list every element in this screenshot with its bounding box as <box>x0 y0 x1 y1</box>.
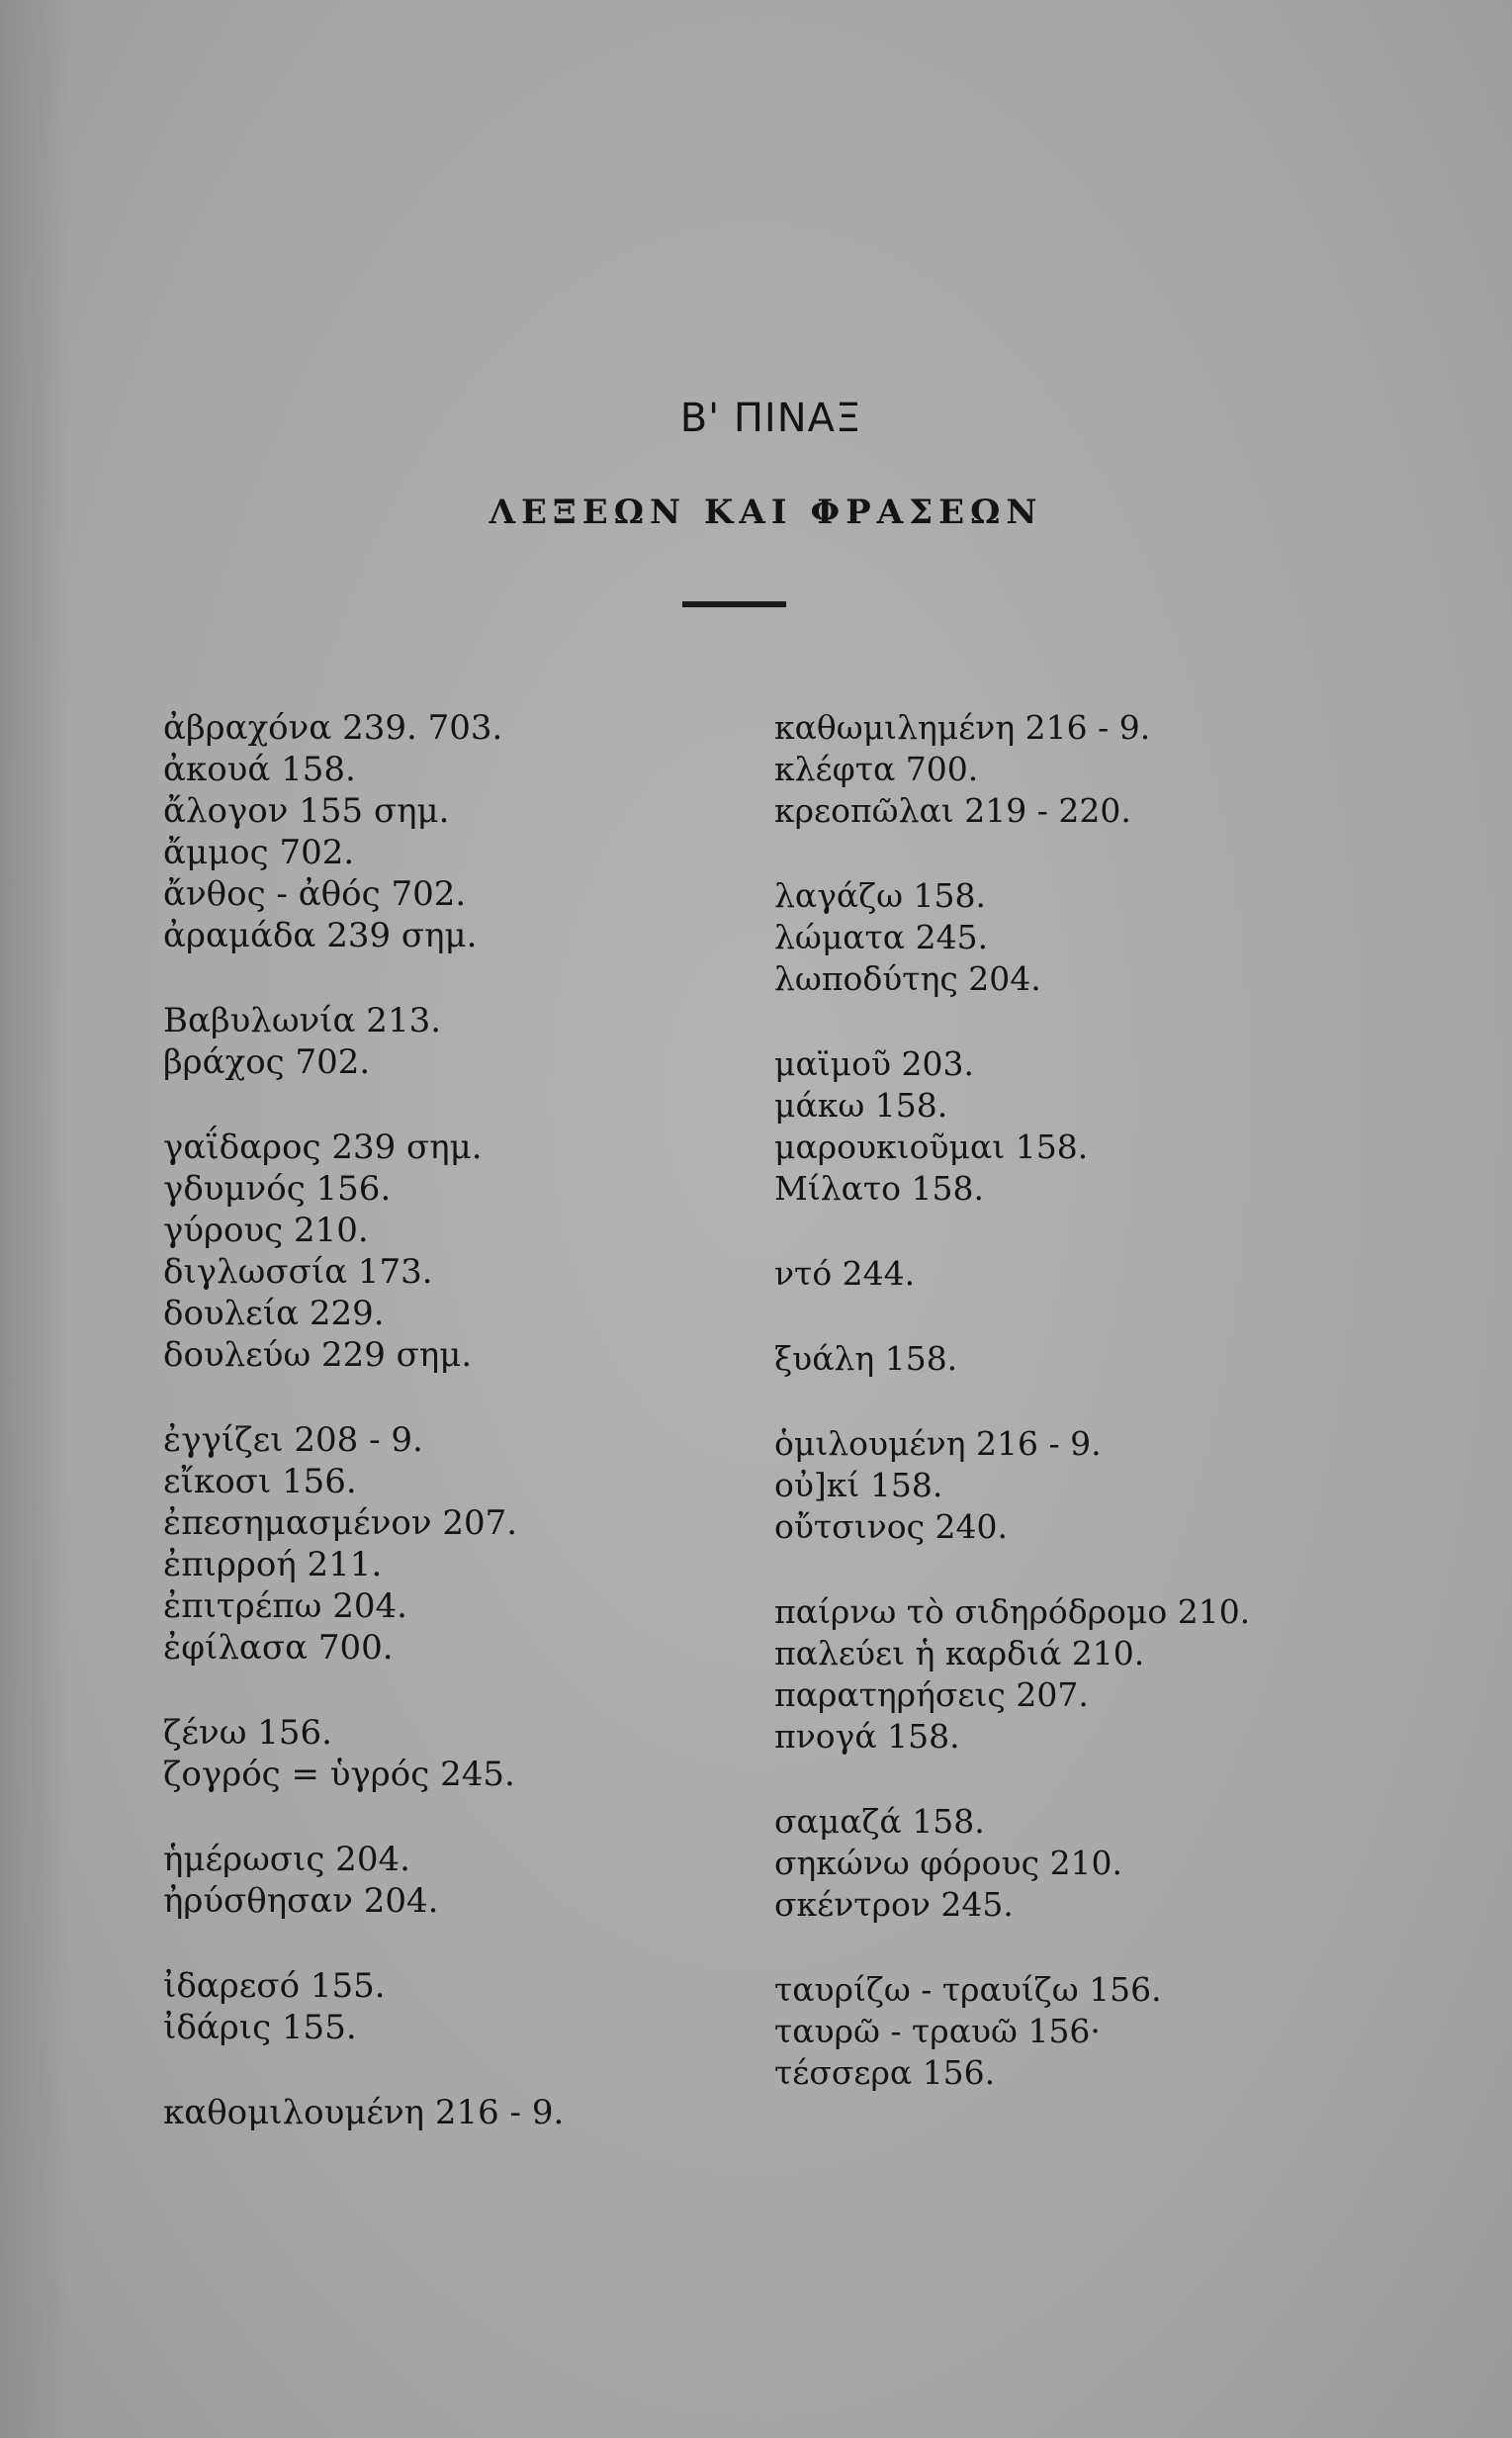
title-rule <box>682 601 786 607</box>
index-entry: ἰδαρεσό 155. <box>163 1966 386 2006</box>
index-entry: καθομιλουμένη 216 - 9. <box>163 2093 565 2132</box>
index-group <box>774 1969 1368 2094</box>
index-entry: ἰδάρις 155. <box>163 2008 357 2047</box>
left-column <box>163 707 717 2177</box>
index-entry: Βαβυλωνία 213. <box>163 1001 442 1040</box>
index-group <box>774 1338 1368 1380</box>
index-entry: ἐφίλασα 700. <box>163 1628 394 1668</box>
index-entry: σκέντρον 245. <box>774 1885 1014 1924</box>
index-entry: λαγάζω 158. <box>774 876 986 915</box>
index-entry: εἴκοσι 156. <box>163 1462 357 1501</box>
index-entry: παλεύει ἡ καρδιά 210. <box>774 1634 1145 1672</box>
index-entry: κρεοπῶλαι 219 - 220. <box>774 791 1131 830</box>
index-entry: ἄνθος - ἀθός 702. <box>163 874 467 914</box>
index-entry: καθωμιλημένη 216 - 9. <box>774 708 1151 747</box>
index-entry: λωποδύτης 204. <box>774 959 1041 998</box>
index-entry: ζογρός = ὑγρός 245. <box>163 1755 515 1794</box>
index-entry: πνογά 158. <box>774 1717 960 1756</box>
index-entry: ἐγγίζει 208 - 9. <box>163 1420 423 1460</box>
index-entry: ἄμμος 702. <box>163 833 355 872</box>
index-entry: ἠρύσθησαν 204. <box>163 1881 439 1921</box>
index-entry: δουλεύω 229 σημ. <box>163 1335 473 1375</box>
index-entry: γύρους 210. <box>163 1211 369 1250</box>
index-group <box>163 1965 717 2048</box>
index-entry: λώματα 245. <box>774 918 989 956</box>
index-entry: ἀβραχόνα 239. 703. <box>163 708 503 748</box>
index-entry: παρατηρήσεις 207. <box>774 1675 1089 1714</box>
index-group <box>163 2092 717 2133</box>
index-entry: οὐ]κί 158. <box>774 1466 943 1504</box>
page-subtitle: ΛΕΞΕΩΝ ΚΑΙ ΦΡΑΣΕΩΝ <box>489 493 1043 532</box>
index-group <box>163 707 717 956</box>
index-entry: σηκώνω φόρους 210. <box>774 1844 1123 1882</box>
index-entry: ἀραμάδα 239 σημ. <box>163 916 478 955</box>
index-group <box>163 1127 717 1376</box>
index-entry: ὁμιλουμένη 216 - 9. <box>774 1424 1102 1463</box>
index-entry: ἄλογον 155 σημ. <box>163 791 450 831</box>
index-entry: ντό 244. <box>774 1254 916 1293</box>
index-group <box>774 875 1368 1000</box>
index-group <box>163 1000 717 1083</box>
index-group <box>774 1043 1368 1210</box>
index-entry: βράχος 702. <box>163 1042 371 1082</box>
index-entry: ἐπιρροή 211. <box>163 1545 383 1584</box>
index-entry: μαρουκιοῦμαι 158. <box>774 1128 1089 1166</box>
index-group <box>774 1423 1368 1548</box>
index-entry: παίρνω τὸ σιδηρόδρομο 210. <box>774 1592 1251 1631</box>
index-group <box>774 1591 1368 1758</box>
index-entry: οὔτσινος 240. <box>774 1507 1009 1546</box>
index-entry: γαΐδαρος 239 σημ. <box>163 1128 483 1167</box>
index-entry: ἀκουά 158. <box>163 750 356 789</box>
index-entry: ἐπεσημασμένον 207. <box>163 1503 518 1543</box>
index-group <box>774 707 1368 832</box>
index-group <box>163 1712 717 1795</box>
index-entry: ἡμέρωσις 204. <box>163 1840 410 1879</box>
index-entry: Μίλατο 158. <box>774 1169 985 1208</box>
index-group <box>774 1801 1368 1926</box>
index-entry: ταυρῶ - τραυῶ 156· <box>774 2012 1101 2050</box>
index-entry: ξυάλη 158. <box>774 1339 958 1378</box>
index-entry: μάκω 158. <box>774 1086 948 1125</box>
index-entry: μαϊμοῦ 203. <box>774 1044 975 1083</box>
index-entry: κλέφτα 700. <box>774 750 979 788</box>
right-column <box>774 707 1368 2137</box>
index-group <box>163 1839 717 1922</box>
index-entry: τέσσερα 156. <box>774 2053 996 2092</box>
index-entry: ταυρίζω - τραυίζω 156. <box>774 1970 1162 2009</box>
index-entry: ζένω 156. <box>163 1713 332 1753</box>
index-group <box>774 1253 1368 1295</box>
index-entry: ἐπιτρέπω 204. <box>163 1586 407 1626</box>
index-entry: σαμαζά 158. <box>774 1802 985 1841</box>
index-entry: δουλεία 229. <box>163 1294 385 1333</box>
index-entry: γδυμνός 156. <box>163 1169 392 1209</box>
index-group <box>163 1419 717 1669</box>
page-title: Β' ΠΙΝΑΞ <box>679 396 862 441</box>
index-entry: διγλωσσία 173. <box>163 1252 433 1292</box>
